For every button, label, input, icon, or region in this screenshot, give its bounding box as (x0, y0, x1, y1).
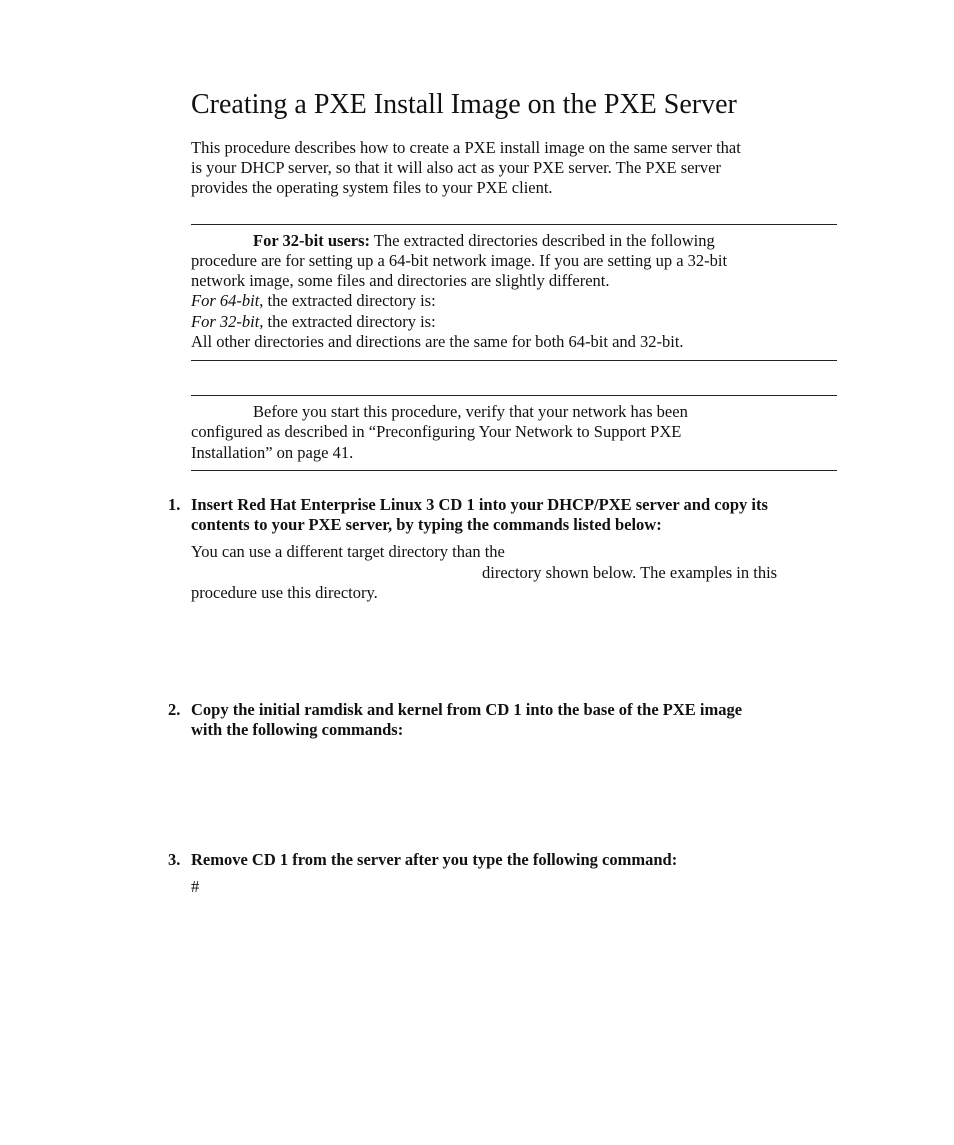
note-32bit-label: For 32-bit (191, 312, 260, 331)
intro-line: provides the operating system files to your PXE client. (191, 178, 553, 197)
note-bottom-rule (191, 470, 837, 471)
note-label: For 32-bit users: (253, 231, 371, 250)
intro-line: This procedure describes how to create a PXE install image on the same server that (191, 138, 741, 157)
step-number: 1. (168, 495, 181, 514)
note-line-32bit (191, 312, 436, 332)
note-text: The extracted directories described in the following (370, 231, 715, 250)
step-body-line: You can use a different target directory than the (191, 542, 505, 561)
step-heading: Remove CD 1 from the server after you type the following command: (191, 850, 678, 869)
note-bottom-rule (191, 360, 837, 361)
note-line: All other directories and directions are the same for both 64-bit and 32-bit. (191, 332, 684, 351)
step-body-line: directory shown below. The examples in this (482, 563, 778, 582)
note-line: procedure are for setting up a 64-bit network image. If you are setting up a 32-bit (191, 251, 728, 270)
note-line-64bit (191, 291, 436, 311)
step-heading: with the following commands: (191, 720, 404, 739)
note-64bit-label: For 64-bit (191, 291, 260, 310)
step-body-line: procedure use this directory. (191, 583, 378, 602)
step-number: 2. (168, 700, 181, 719)
note-64bit-text: , the extracted directory is: (259, 291, 436, 310)
note-line: Before you start this procedure, verify that your network has been (253, 402, 688, 421)
step-heading: contents to your PXE server, by typing the commands listed below: (191, 515, 662, 534)
intro-line: is your DHCP server, so that it will also act as your PXE server. The PXE server (191, 158, 721, 177)
note-line: Installation” on page 41. (191, 443, 354, 462)
note-line: network image, some files and directories are slightly different. (191, 271, 610, 290)
note-line (253, 231, 715, 251)
note-top-rule (191, 224, 837, 225)
step-number: 3. (168, 850, 181, 869)
step-heading: Copy the initial ramdisk and kernel from CD 1 into the base of the PXE image (191, 700, 743, 719)
command-prompt: # (191, 877, 200, 896)
step-heading: Insert Red Hat Enterprise Linux 3 CD 1 into your DHCP/PXE server and copy its (191, 495, 768, 514)
note-32bit-text: , the extracted directory is: (259, 312, 436, 331)
page-title: Creating a PXE Install Image on the PXE Server (191, 89, 737, 120)
note-line: configured as described in “Preconfiguring Your Network to Support PXE (191, 422, 682, 441)
note-top-rule (191, 395, 837, 396)
